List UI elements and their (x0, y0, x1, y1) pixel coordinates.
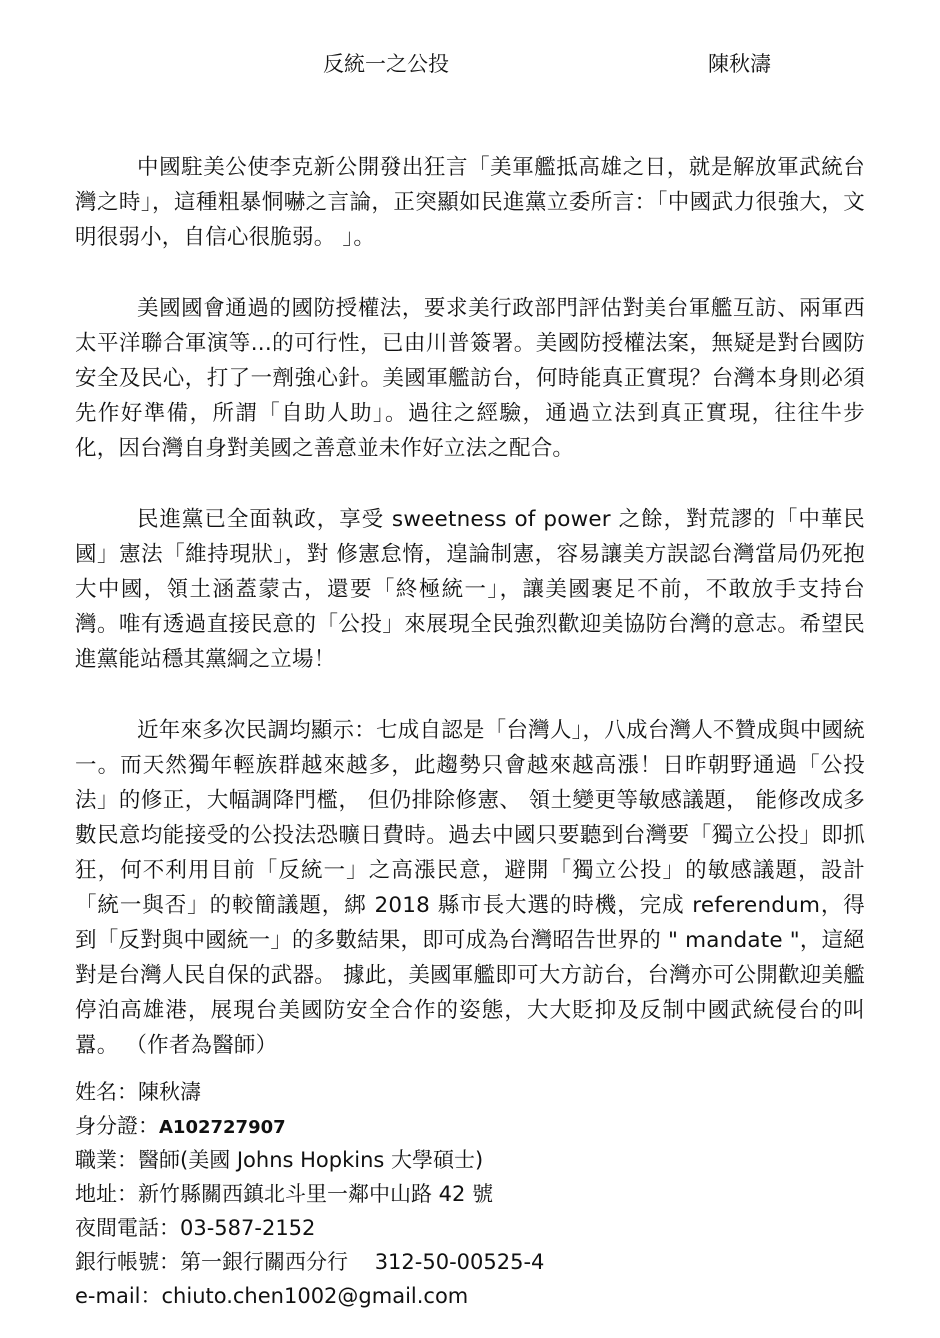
address-value: 新竹縣關西鎮北斗里一鄰中山路 42 號 (138, 1182, 494, 1206)
address-label: 地址： (75, 1182, 138, 1206)
article-paragraph-1: 中國駐美公使李克新公開發出狂言「美軍艦抵高雄之日，就是解放軍武統台灣之時」，這種粗暴恫嚇之言論，正突顯如民進黨立委所言：「中國武力很強大，文明很弱小，自信心很脆弱。 」。 (75, 155, 865, 250)
info-row-address (75, 1177, 865, 1211)
article-body (75, 150, 865, 1099)
info-row-id (75, 1109, 865, 1143)
name-value: 陳秋濤 (138, 1080, 201, 1104)
job-label: 職業： (75, 1148, 138, 1172)
info-row-email (75, 1279, 865, 1313)
id-label: 身分證： (75, 1114, 159, 1138)
email-label: e-mail： (75, 1284, 162, 1308)
bank-label: 銀行帳號： (75, 1250, 180, 1274)
info-row-bank (75, 1245, 865, 1279)
id-value: A102727907 (159, 1117, 286, 1138)
info-row-phone (75, 1211, 865, 1245)
article-paragraph-4: 近年來多次民調均顯示：七成自認是「台灣人」，八成台灣人不贊成與中國統一。而天然獨年輕族群越來越多，此趨勢只會越來越高漲！日昨朝野通過「公投法」的修正，大幅調降門檻， 但仍排除修憲、 領土變更等敏感議題， 能修改成多數民意均能接受的公投法恐曠日費時。過去中國只要聽到台灣要「獨立公投」即抓狂，何不利用目前「反統一」之高漲民意，避開「獨立公投」的敏感議題，設計「統一與否」的較簡議題，綁 2018 縣市長大選的時機，完成 referendum，得到「反對與中國統一」的多數結果，即可成為台灣昭告世界的 " mandate "，這絕對是台灣人民自保的武器。 據此，美國軍艦即可大方訪台，台灣亦可公開歡迎美艦停泊高雄港，展現台美國防安全合作的姿態，大大貶抑及反制中國武統侵台的叫囂。 （作者為醫師） (75, 718, 865, 1058)
author-info-block (75, 1075, 865, 1313)
article-paragraph-2: 美國國會通過的國防授權法，要求美行政部門評估對美台軍艦互訪、兩軍西太平洋聯合軍演等...的可行性，已由川普簽署。美國防授權法案，無疑是對台國防安全及民心，打了一劑強心針。美國軍艦訪台，何時能真正實現？台灣本身則必須先作好準備，所謂「自助人助」。過往之經驗，通過立法到真正實現，往往牛步化，因台灣自身對美國之善意並未作好立法之配合。 (75, 296, 865, 461)
document-title: 反統一之公投 (323, 52, 449, 76)
document-header (0, 48, 940, 80)
article-paragraph-3: 民進黨已全面執政，享受 sweetness of power 之餘，對荒謬的「中華民國」憲法「維持現狀」，對 修憲怠惰，遑論制憲，容易讓美方誤認台灣當局仍死抱大中國，領土涵蓋蒙古，還要「終極統一」，讓美國裹足不前，不敢放手支持台灣。唯有透過直接民意的「公投」來展現全民強烈歡迎美協防台灣的意志。希望民進黨能站穩其黨綱之立場！ (75, 507, 865, 672)
email-value[interactable]: chiuto.chen1002@gmail.com (161, 1284, 469, 1308)
document-author: 陳秋濤 (708, 52, 771, 76)
info-row-name (75, 1075, 865, 1109)
job-value: 醫師(美國 Johns Hopkins 大學碩士) (138, 1148, 484, 1172)
phone-value: 03-587-2152 (180, 1216, 316, 1240)
phone-label: 夜間電話： (75, 1216, 180, 1240)
name-label: 姓名： (75, 1080, 138, 1104)
bank-value: 第一銀行關西分行 312-50-00525-4 (180, 1250, 545, 1274)
info-row-job (75, 1143, 865, 1177)
